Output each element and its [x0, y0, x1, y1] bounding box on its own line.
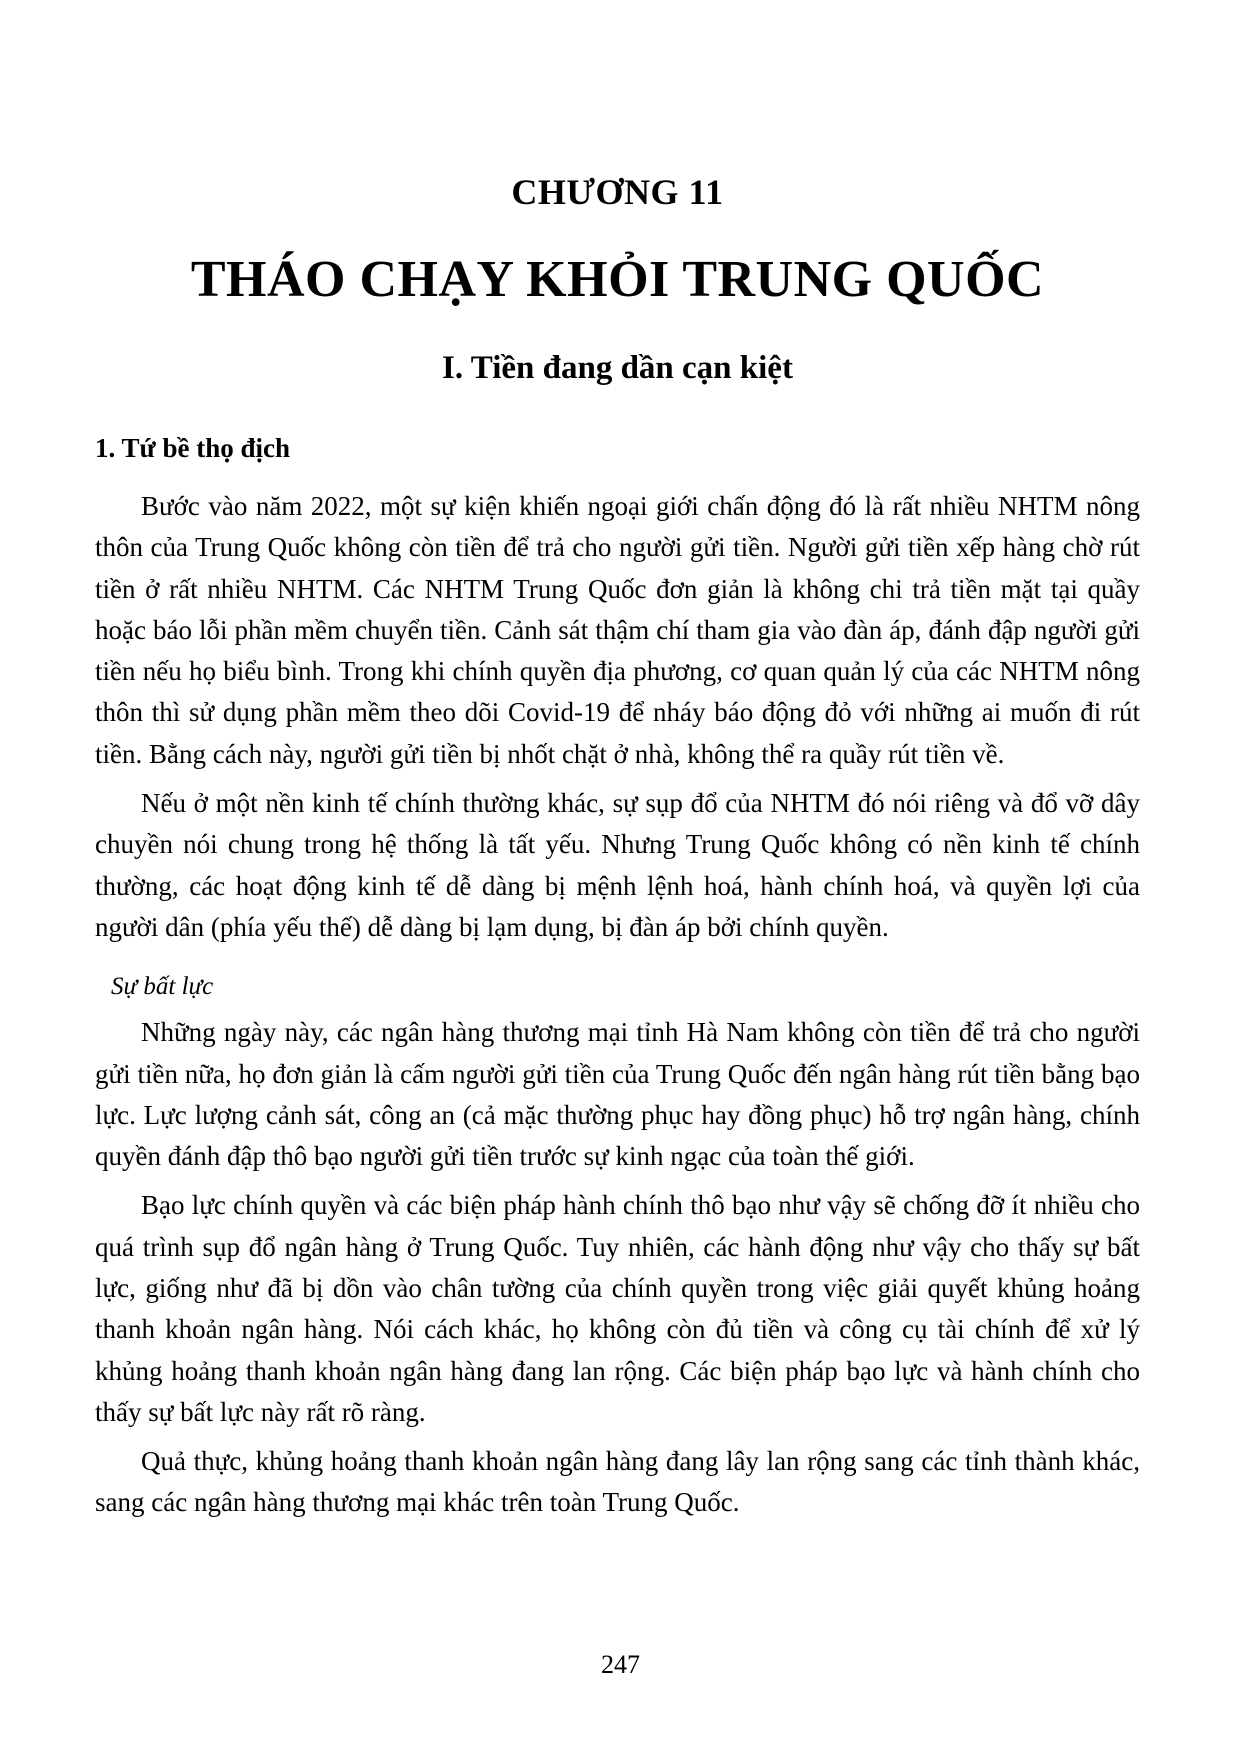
subsection-title: 1. Tứ bề thọ địch [95, 432, 290, 463]
page-content [95, 0, 1140, 1524]
section-title: I. Tiền đang dần cạn kiệt [442, 349, 793, 386]
chapter-title: THÁO CHẠY KHỎI TRUNG QUỐC [190, 251, 1045, 309]
italic-heading-su-bat-luc: Sự bất lực [111, 973, 214, 1001]
paragraph-3: Những ngày này, các ngân hàng thương mại tỉnh Hà Nam không còn tiền để trả cho người gửi tiền nữa, họ đơn giản là cấm người gửi tiền của Trung Quốc đến ngân hàng rút tiền bằng bạo lực. Lực lượng cảnh sát, công an (cả mặc thường phục hay đồng phục) hỗ trợ ngân hàng, chính quyền đánh đập thô bạo người gửi tiền trước sự kinh ngạc của toàn thế giới. [95, 1017, 1140, 1172]
paragraph-1: Bước vào năm 2022, một sự kiện khiến ngoại giới chấn động đó là rất nhiều NHTM nông thôn của Trung Quốc không còn tiền để trả cho người gửi tiền. Người gửi tiền xếp hàng chờ rút tiền ở rất nhiều NHTM. Các NHTM Trung Quốc đơn giản là không chi trả tiền mặt tại quầy hoặc báo lỗi phần mềm chuyển tiền. Cảnh sát thậm chí tham gia vào đàn áp, đánh đập người gửi tiền nếu họ biểu bình. Trong khi chính quyền địa phương, cơ quan quản lý của các NHTM nông thôn thì sử dụng phần mềm theo dõi Covid-19 để nháy báo động đỏ với những ai muốn đi rút tiền. Bằng cách này, người gửi tiền bị nhốt chặt ở nhà, không thể ra quầy rút tiền về. [95, 490, 1140, 769]
chapter-label: CHƯƠNG 11 [511, 172, 724, 212]
page-number: 247 [601, 1650, 640, 1679]
paragraph-4: Bạo lực chính quyền và các biện pháp hành chính thô bạo như vậy sẽ chống đỡ ít nhiều cho quá trình sụp đổ ngân hàng ở Trung Quốc. Tuy nhiên, các hành động như vậy cho thấy sự bất lực, giống như đã bị dồn vào chân tường của chính quyền trong việc giải quyết khủng hoảng thanh khoản ngân hàng. Nói cách khác, họ không còn đủ tiền và công cụ tài chính để xử lý khủng hoảng thanh khoản ngân hàng đang lan rộng. Các biện pháp bạo lực và hành chính cho thấy sự bất lực này rất rõ ràng. [95, 1190, 1140, 1427]
paragraph-5: Quả thực, khủng hoảng thanh khoản ngân hàng đang lây lan rộng sang các tỉnh thành khác, sang các ngân hàng thương mại khác trên toàn Trung Quốc. [95, 1446, 1140, 1518]
paragraph-2: Nếu ở một nền kinh tế chính thường khác, sự sụp đổ của NHTM đó nói riêng và đổ vỡ dây chuyền nói chung trong hệ thống là tất yếu. Nhưng Trung Quốc không có nền kinh tế chính thường, các hoạt động kinh tế dễ dàng bị mệnh lệnh hoá, hành chính hoá, và quyền lợi của người dân (phía yếu thế) dễ dàng bị lạm dụng, bị đàn áp bởi chính quyền. [95, 788, 1140, 942]
